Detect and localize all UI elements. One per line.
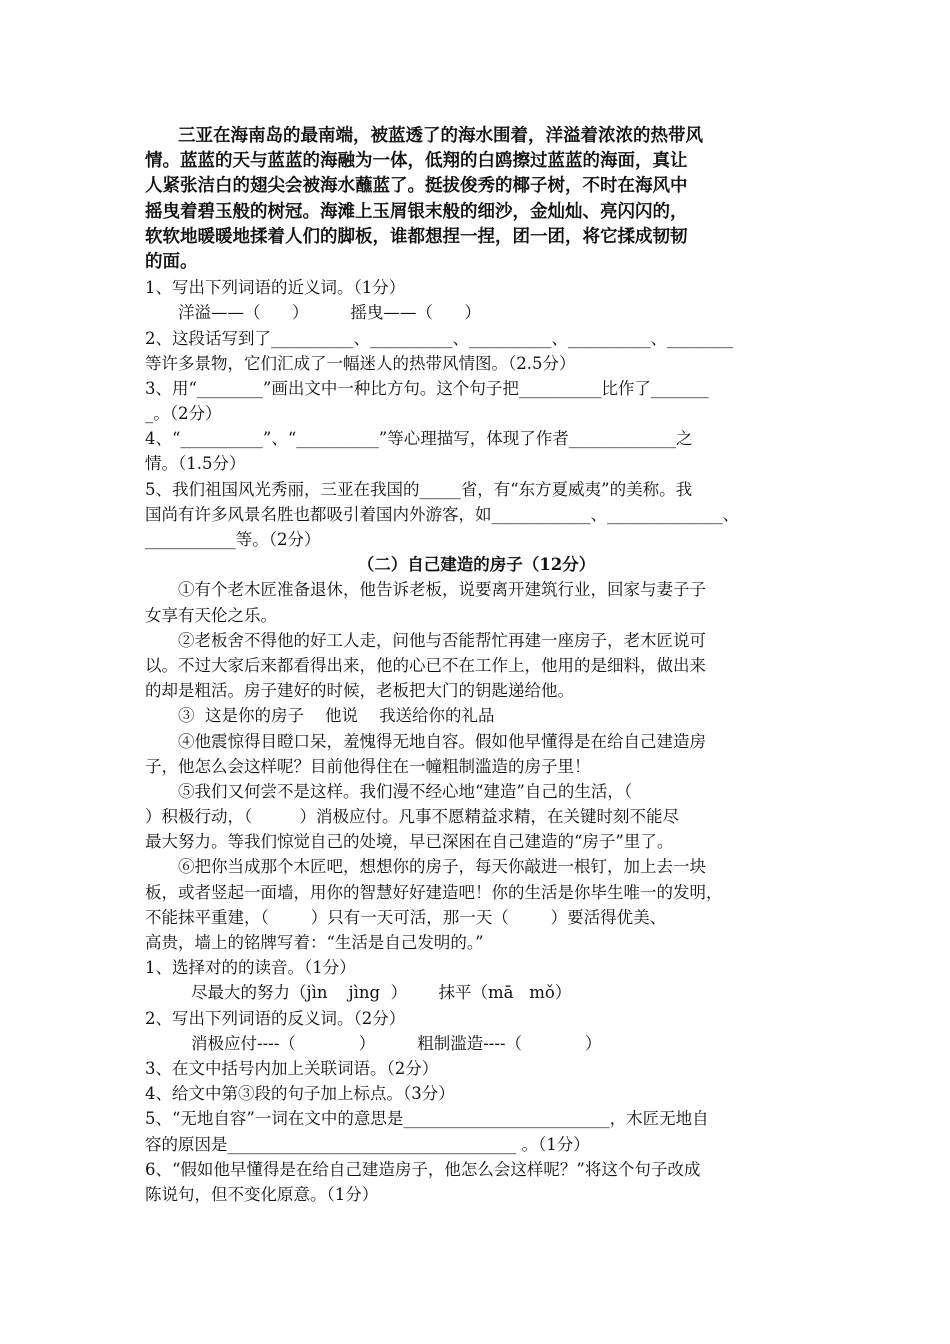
passage-line: ⑤我们又何尝不是这样。我们漫不经心地“建造”自己的生活，（ <box>178 781 633 801</box>
question-line: 国尚有许多风景名胜也都吸引着国内外游客，如____________、______________、 <box>145 504 739 524</box>
passage-line: 最大努力。等我们惊觉自己的处境，早已深困在自己建造的“房子”里了。 <box>145 832 674 852</box>
question-line: 4、“__________”、“__________”等心理描写，体现了作者_____________之 <box>145 429 693 449</box>
question-line: 3、在文中括号内加上关联词语。（2分） <box>145 1058 439 1078</box>
exam-page <box>145 124 808 1207</box>
question-line: 消极应付----（ ） 粗制滥造----（ ） <box>191 1033 602 1053</box>
passage-line: 高贵，墙上的铭牌写着：“生活是自己发明的。” <box>145 933 484 952</box>
passage-line: 软软地暖暖地揉着人们的脚板，谁都想捏一捏，团一团，将它揉成韧韧 <box>145 226 688 247</box>
passage-line: 的却是粗活。房子建好的时候，老板把大门的钥匙递给他。 <box>145 681 574 701</box>
passage-line: ②老板舍不得他的好工人走，问他与否能帮忙再建一座房子，老木匠说可 <box>178 630 706 650</box>
question-line: 情。（1.5分） <box>145 454 246 474</box>
passage-line: 摇曳着碧玉般的树冠。海滩上玉屑银末般的细沙，金灿灿、亮闪闪的， <box>145 201 688 222</box>
passage-line: 不能抹平重建，（ ）只有一天可活，那一天（ ）要活得优美、 <box>145 907 667 927</box>
passage-sanya <box>145 124 808 275</box>
question-line: 5、我们祖国风光秀丽，三亚在我国的_____省，有“东方夏威夷”的美称。我 <box>145 479 693 499</box>
passage-line: ）积极行动，（ ）消极应付。凡事不愿精益求精，在关键时刻不能尽 <box>145 807 679 827</box>
question-line: ___________等。（2分） <box>145 530 321 549</box>
questions-part1 <box>145 275 808 552</box>
passage-line: 女享有天伦之乐。 <box>145 605 277 625</box>
question-line: _。（2分） <box>145 404 222 424</box>
passage-line: 情。蓝蓝的天与蓝蓝的海融为一体，低翔的白鸥擦过蓝蓝的海面，真让 <box>145 151 688 172</box>
question-line: 1、写出下列词语的近义词。（1分） <box>145 278 406 298</box>
question-line: 2、这段话写到了__________、__________、__________、__________、________ <box>145 328 733 348</box>
question-line: 洋溢——（ ） 摇曳——（ ） <box>178 303 481 323</box>
question-line: 陈说句，但不变化原意。（1分） <box>145 1184 379 1204</box>
questions-part2 <box>145 955 808 1207</box>
passage-line: 子，他怎么会这样呢？目前他得住在一幢粗制滥造的房子里！ <box>145 756 591 776</box>
passage-line: 的面。 <box>145 251 198 272</box>
question-line: 1、选择对的的读音。（1分） <box>145 958 356 978</box>
section-title: （二）自己建造的房子（12分） <box>357 555 596 575</box>
passage-line: ④他震惊得目瞪口呆，羞愧得无地自容。假如他早懂得是在给自己建造房 <box>178 731 706 751</box>
question-line: 6、“假如他早懂得是在给自己建造房子，他怎么会这样呢？”将这个句子改成 <box>145 1159 701 1179</box>
question-line: 2、写出下列词语的反义词。（2分） <box>145 1008 406 1028</box>
passage-line: 以。不过大家后来都看得出来，他的心已不在工作上，他用的是细料，做出来 <box>145 655 706 675</box>
passage-line: 三亚在海南岛的最南端，被蓝透了的海水围着，洋溢着浓浓的热带风 <box>178 126 703 146</box>
passage-line: 人紧张洁白的翅尖会被海水蘸蓝了。挺拔俊秀的椰子树，不时在海风中 <box>145 176 688 197</box>
question-line: 4、给文中第③段的句子加上标点。（3分） <box>145 1084 455 1104</box>
passage-line: ⑥把你当成那个木匠吧，想想你的房子，每天你敲进一根钉，加上去一块 <box>178 857 706 877</box>
question-line: 5、“无地自容”一词在文中的意思是_________________________，木匠无地自 <box>145 1109 709 1129</box>
question-line: 容的原因是___________________________________ 。（1分） <box>145 1134 590 1154</box>
passage-line: 板，或者竖起一面墙，用你的智慧好好建造吧！你的生活是你毕生唯一的发明， <box>145 882 723 902</box>
passage-line: ①有个老木匠准备退休，他告诉老板，说要离开建筑行业，回家与妻子子 <box>178 580 706 600</box>
question-line: 3、用“________”画出文中一种比方句。这个句子把__________比作了_______ <box>145 378 709 398</box>
question-line: 等许多景物，它们汇成了一幅迷人的热带风情图。（2.5分） <box>145 353 576 373</box>
passage-line: ③ 这是你的房子 他说 我送给你的礼品 <box>178 706 495 726</box>
passage-house <box>145 577 808 955</box>
question-line: 尽最大的努力（jìn jìng ） 抹平（mā mǒ） <box>191 983 572 1003</box>
